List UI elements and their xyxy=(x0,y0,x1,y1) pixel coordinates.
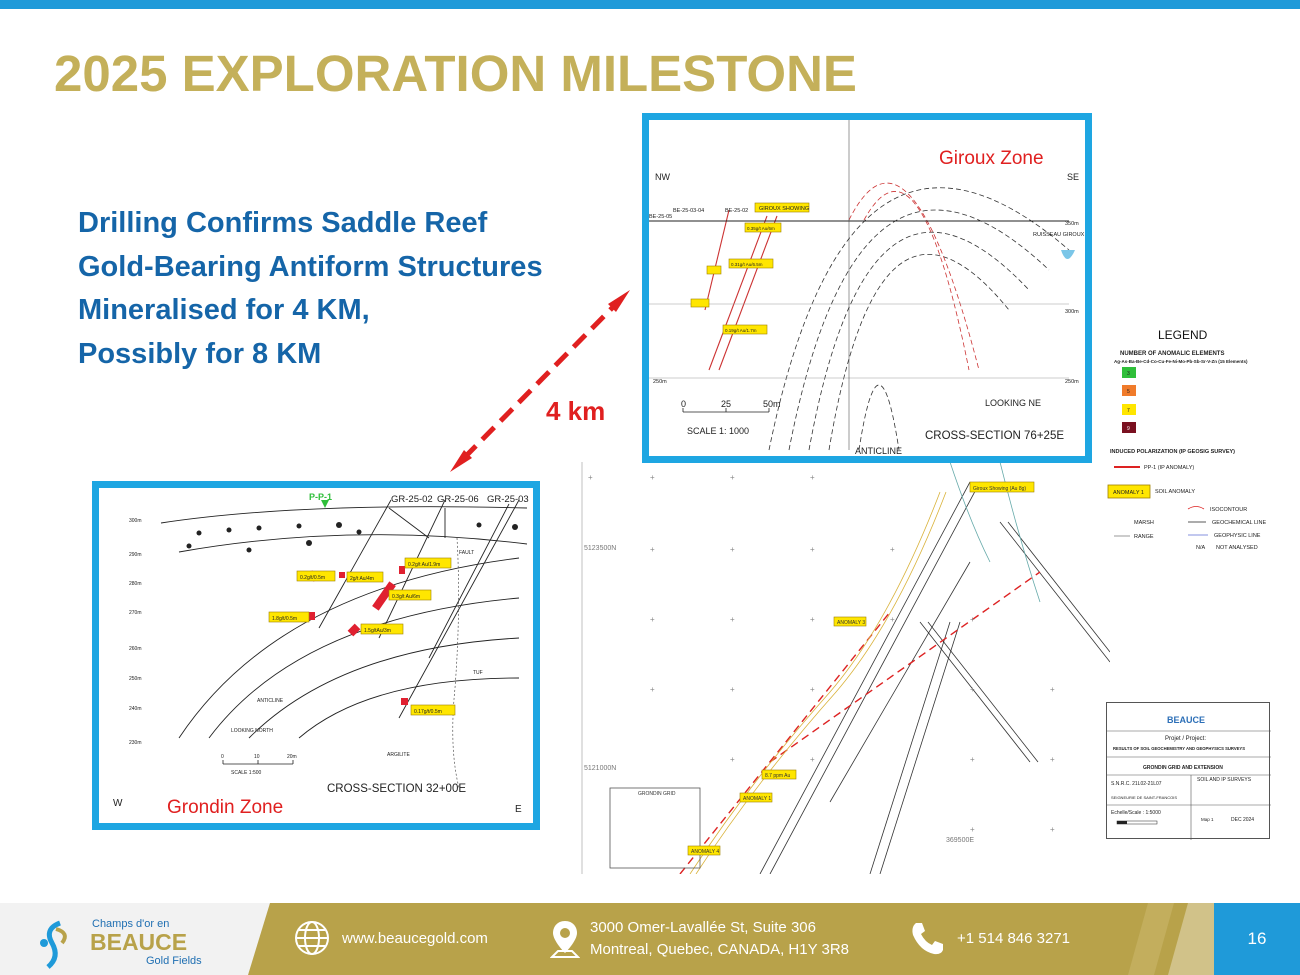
grondin-elev-230: 230m xyxy=(129,740,142,746)
grondin-argilite-label: ARGILITE xyxy=(387,752,410,758)
svg-text:+: + xyxy=(730,685,735,694)
anomaly-3-label: ANOMALY 3 xyxy=(837,620,866,626)
legend-elements: Ag-As-Ba-Be-Cd-Co-Cu-Fe-Ni-Mo-Pb-Sb-Sr-V-Zn (15 Elements) xyxy=(1114,359,1248,364)
legend-swatch-7-label: 7 xyxy=(1127,408,1130,414)
location-pin-icon xyxy=(550,919,580,959)
giroux-hole-1: BE-25-05 xyxy=(649,214,673,220)
svg-text:+: + xyxy=(730,615,735,624)
grondin-assay-5: 1.8g/t/0.5m xyxy=(272,616,298,622)
logo-sub-text: Gold Fields xyxy=(146,955,202,967)
giroux-hole-2: BE-25-03-04 xyxy=(673,208,705,214)
svg-text:+: + xyxy=(970,755,975,764)
grondin-scale-tick-20: 20m xyxy=(287,754,297,760)
giroux-elev-350: 350m xyxy=(1065,221,1079,227)
giroux-elev-300: 300m xyxy=(1065,309,1079,315)
giroux-hole-3: BE-25-02 xyxy=(725,208,749,214)
grondin-assay-4: 0.3g/t Au/6m xyxy=(392,594,421,600)
logo-top-text: Champs d'or en xyxy=(92,918,170,930)
northing-label-2: 5121000N xyxy=(584,765,617,772)
grondin-assay-2: 0.2g/t/0.5m xyxy=(300,575,326,581)
grondin-assay-1: 0.2g/t Au/1.9m xyxy=(408,562,441,568)
legend-anomaly-box: ANOMALY 1 xyxy=(1113,490,1144,496)
legend-swatch-9-label: 9 xyxy=(1127,426,1130,432)
legend-not-analysed: NOT ANALYSED xyxy=(1216,545,1258,551)
grondin-cross-section-label: CROSS-SECTION 32+00E xyxy=(327,783,467,795)
headline-line-4: Possibly for 8 KM xyxy=(78,337,322,370)
svg-text:+: + xyxy=(1050,755,1055,764)
phone-icon xyxy=(908,919,946,957)
svg-text:+: + xyxy=(730,755,735,764)
svg-text:+: + xyxy=(970,615,975,624)
grondin-tuf-label: TUF xyxy=(473,670,483,676)
footer-logo-area xyxy=(0,903,270,975)
svg-text:+: + xyxy=(1050,825,1055,834)
address-line-2: Montreal, Quebec, CANADA, H1Y 3R8 xyxy=(590,941,850,958)
legend-swatch-5-label: 5 xyxy=(1127,389,1130,395)
grondin-hole-2: GR-25-06 xyxy=(437,494,479,505)
giroux-assay-3: 0.19g/t Au/1.7m xyxy=(725,328,757,333)
svg-text:+: + xyxy=(810,755,815,764)
anomaly-4-label: ANOMALY 4 xyxy=(691,849,720,855)
grondin-grid-label: GRONDIN GRID xyxy=(638,791,676,797)
legend-isocontour: ISOCONTOUR xyxy=(1210,507,1248,513)
title-block-surveys: SOIL AND IP SURVEYS xyxy=(1197,777,1252,783)
legend-geochem-line: GEOCHEMICAL LINE xyxy=(1212,520,1267,526)
legend-ip-header: INDUCED POLARIZATION (IP GEOSIG SURVEY) xyxy=(1110,449,1235,455)
svg-text:+: + xyxy=(650,545,655,554)
legend-title: LEGEND xyxy=(1158,328,1208,342)
giroux-showing-map-label: Giroux Showing (Au 8g) xyxy=(973,486,1027,492)
headline-line-2: Gold-Bearing Antiform Structures xyxy=(78,250,543,283)
title-block-project: RESULTS OF SOIL GEOCHEMISTRY AND GEOPHYSICS SURVEYS xyxy=(1113,746,1246,751)
map-assay-label: 8.7 ppm Au xyxy=(765,773,791,779)
grondin-assay-7: 0.17g/t/0.5m xyxy=(414,709,442,715)
giroux-ruisseau-label: RUISSEAU GIROUX xyxy=(1033,232,1085,238)
giroux-scale-tick-25: 25 xyxy=(721,399,732,409)
giroux-assay-2: 0.31g/t Au/6.5m xyxy=(731,262,763,267)
distance-label: 4 km xyxy=(546,396,606,426)
svg-text:+: + xyxy=(970,685,975,694)
giroux-elev-250: 250m xyxy=(1065,379,1079,385)
svg-text:+: + xyxy=(810,473,815,482)
grondin-assay-3: 2g/t Au/4m xyxy=(350,576,374,582)
svg-text:+: + xyxy=(588,473,593,482)
footer-contact-band xyxy=(248,903,1214,975)
grondin-elev-260: 260m xyxy=(129,646,142,652)
legend-geophysic-line: GEOPHYSIC LINE xyxy=(1214,533,1261,539)
title-block-company: BEAUCE xyxy=(1167,715,1206,725)
map-legend xyxy=(1100,318,1290,578)
svg-text:+: + xyxy=(650,615,655,624)
grondin-hole-1: GR-25-02 xyxy=(391,494,433,505)
title-block-snrc: S.N.R.C. 21L02-21L07 xyxy=(1111,781,1162,787)
title-block-date: DEC 2024 xyxy=(1231,817,1255,823)
giroux-elev-250-left: 250m xyxy=(653,379,667,385)
address-line-1: 3000 Omer-Lavallée St, Suite 306 xyxy=(590,919,816,936)
page-number: 16 xyxy=(1214,903,1300,975)
phone-number[interactable]: +1 514 846 3271 xyxy=(957,930,1071,947)
logo-main-text: BEAUCE xyxy=(90,929,188,955)
giroux-looking-label: LOOKING NE xyxy=(985,398,1042,408)
grondin-elev-240: 240m xyxy=(129,706,142,712)
giroux-scale-tick-50: 50m xyxy=(763,399,781,409)
easting-label: 369500E xyxy=(946,837,975,844)
title-block-map: Map 1 xyxy=(1201,817,1214,822)
svg-text:+: + xyxy=(730,473,735,482)
grondin-elev-250: 250m xyxy=(129,676,142,682)
svg-text:+: + xyxy=(890,545,895,554)
svg-text:+: + xyxy=(810,685,815,694)
grondin-hole-3: GR-25-03 xyxy=(487,494,529,505)
giroux-se-label: SE xyxy=(1067,172,1080,182)
grondin-elev-290: 290m xyxy=(129,552,142,558)
giroux-section-panel xyxy=(642,113,1092,463)
globe-icon xyxy=(294,920,330,956)
grondin-elev-270: 270m xyxy=(129,610,142,616)
legend-swatch-3-label: 3 xyxy=(1127,371,1130,377)
headline-line-3: Mineralised for 4 KM, xyxy=(78,294,370,326)
grondin-section-panel xyxy=(92,481,540,830)
website-link[interactable]: www.beaucegold.com xyxy=(342,930,488,947)
title-block-scale: Echelle/Scale : 1:5000 xyxy=(1111,810,1161,816)
giroux-assay-1: 0.35g/t Au/6m xyxy=(747,226,775,231)
distance-arrow xyxy=(440,282,640,482)
giroux-cross-section-label: CROSS-SECTION 76+25E xyxy=(925,430,1065,442)
legend-pp-item: PP-1 (IP ANOMALY) xyxy=(1144,465,1195,471)
top-accent-bar xyxy=(0,0,1300,9)
giroux-showing-label: GIROUX SHOWING xyxy=(759,206,810,212)
grondin-anticline-label: ANTICLINE xyxy=(257,698,284,704)
title-block-grid: GRONDIN GRID AND EXTENSION xyxy=(1143,765,1223,771)
grondin-scale-label: SCALE 1:500 xyxy=(231,770,262,776)
grondin-zone-label: Grondin Zone xyxy=(167,797,284,818)
title-block-seigneurie: SEIGNEURIE DE SAINT-FRANCOIS xyxy=(1111,795,1178,800)
svg-text:+: + xyxy=(650,473,655,482)
legend-anomalous-header: NUMBER OF ANOMALIC ELEMENTS xyxy=(1120,351,1225,357)
grondin-scale-tick-0: 0 xyxy=(221,754,224,760)
footer-bar xyxy=(0,903,1300,975)
svg-text:+: + xyxy=(810,545,815,554)
giroux-scale-tick-0: 0 xyxy=(681,399,687,409)
svg-text:+: + xyxy=(890,615,895,624)
map-title-block xyxy=(1106,702,1270,839)
grondin-elev-300: 300m xyxy=(129,518,142,524)
grondin-fault-label: FAULT xyxy=(459,550,475,556)
legend-range: RANGE xyxy=(1134,534,1154,540)
svg-text:+: + xyxy=(970,825,975,834)
grondin-scale-tick-10: 10 xyxy=(254,754,260,760)
giroux-zone-label: Giroux Zone xyxy=(939,148,1044,169)
svg-text:+: + xyxy=(730,545,735,554)
grondin-elev-280: 280m xyxy=(129,581,142,587)
giroux-nw-label: NW xyxy=(655,172,670,182)
northing-label-1: 5123500N xyxy=(584,545,617,552)
legend-na: N/A xyxy=(1196,545,1206,551)
beauce-logo xyxy=(0,903,270,975)
grondin-pp-label: P-P-1 xyxy=(309,492,333,502)
svg-text:+: + xyxy=(1050,685,1055,694)
grondin-assay-6: 1.5g/tAu/3m xyxy=(364,628,391,634)
svg-text:+: + xyxy=(650,685,655,694)
svg-text:+: + xyxy=(810,615,815,624)
grondin-looking-label: LOOKING NORTH xyxy=(231,728,273,734)
plan-map xyxy=(570,462,1110,874)
headline-line-1: Drilling Confirms Saddle Reef xyxy=(78,207,488,239)
giroux-anticline-label: ANTICLINE xyxy=(855,446,903,456)
title-block-project-label: Projet / Project: xyxy=(1165,736,1207,742)
anomaly-1-label: ANOMALY 1 xyxy=(743,796,772,802)
legend-marsh: MARSH xyxy=(1134,520,1154,526)
grondin-east-label: E xyxy=(515,804,522,815)
grondin-west-label: W xyxy=(113,798,123,809)
slide-title: 2025 EXPLORATION MILESTONE xyxy=(54,45,857,102)
legend-soil-anomaly: SOIL ANOMALY xyxy=(1155,489,1196,495)
giroux-scale-label: SCALE 1: 1000 xyxy=(687,426,750,436)
